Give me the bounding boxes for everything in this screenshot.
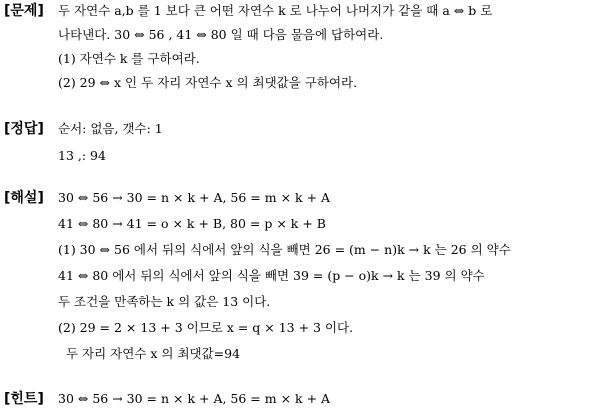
answer-line: 순서: 없음, 갯수: 1 <box>58 121 163 136</box>
problem-line: 나타낸다. 30 ⇔ 56 , 41 ⇔ 80 일 때 다음 물음에 답하여라. <box>58 27 384 42</box>
solution-line: (2) 29 = 2 × 13 + 3 이므로 x = q × 13 + 3 이다. <box>58 320 354 335</box>
problem-line: 두 자연수 a,b 를 1 보다 큰 어떤 자연수 k 로 나누어 나머지가 같을 때 a ⇔ b 로 <box>58 3 493 18</box>
problem-label: [문제] <box>4 3 44 19</box>
solution-line: 41 ⇔ 80 에서 뒤의 식에서 앞의 식을 빼면 39 = (p − o)k → k 는 39 의 약수 <box>58 268 485 283</box>
answer-label: [정답] <box>4 121 44 137</box>
solution-line: 두 조건을 만족하는 k 의 값은 13 이다. <box>58 294 271 309</box>
problem-line: (2) 29 ⇔ x 인 두 자리 자연수 x 의 최댓값을 구하여라. <box>58 75 358 90</box>
solution-line: (1) 30 ⇔ 56 에서 뒤의 식에서 앞의 식을 빼면 26 = (m − n)k → k 는 26 의 약수 <box>58 242 511 257</box>
solution-label: [해설] <box>4 190 44 206</box>
answer-line: 13 ,: 94 <box>58 148 106 163</box>
problem-line: (1) 자연수 k 를 구하여라. <box>58 51 200 66</box>
solution-line: 30 ⇔ 56 → 30 = n × k + A, 56 = m × k + A <box>58 190 331 205</box>
hint-line: 30 ⇔ 56 → 30 = n × k + A, 56 = m × k + A <box>58 391 331 406</box>
solution-line: 41 ⇔ 80 → 41 = o × k + B, 80 = p × k + B <box>58 216 326 231</box>
hint-label: [힌트] <box>4 391 44 407</box>
solution-line: 두 자리 자연수 x 의 최댓값=94 <box>66 346 241 361</box>
